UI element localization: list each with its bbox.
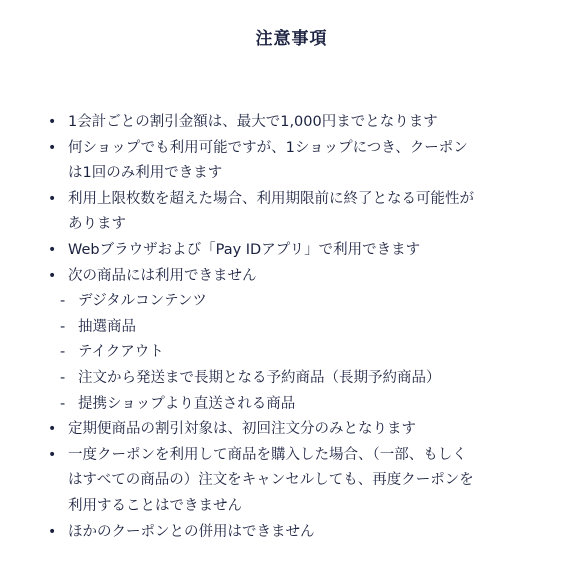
bullet-marker: • [48, 267, 57, 284]
bullet-marker: • [48, 190, 57, 207]
list-item-line: 利用することはできません [68, 497, 242, 514]
list-item-line: あります [68, 216, 126, 233]
list-item [48, 136, 548, 187]
sub-list-item [48, 315, 548, 341]
list-item-text [68, 238, 548, 264]
dash-marker: - [60, 395, 66, 412]
list-item-line: 1会計ごとの割引金額は、最大で1,000円までとなります [68, 114, 438, 130]
sub-list-item-text [78, 366, 548, 392]
list-item [48, 238, 548, 264]
list-item-line: テイクアウト [78, 344, 164, 361]
list-item-line: 次の商品には利用できません [68, 267, 257, 284]
dash-marker: - [60, 293, 66, 310]
list-item [48, 417, 548, 443]
list-item [48, 443, 548, 520]
list-item-line: Webブラウザおよび「Pay IDアプリ」で利用できます [68, 241, 421, 258]
page-title: 注意事項 [255, 29, 328, 49]
sub-list-item [48, 340, 548, 366]
list-item-text [68, 417, 548, 443]
sub-list-item [48, 392, 548, 418]
list-item [48, 110, 548, 136]
dash-marker: - [60, 369, 66, 386]
list-item-line: ほかのクーポンとの併用はできません [68, 523, 315, 540]
bullet-marker: • [48, 421, 57, 438]
dash-marker: - [60, 318, 66, 335]
list-item-text [68, 136, 548, 187]
sub-list-item [48, 366, 548, 392]
list-item-line: デジタルコンテンツ [78, 293, 207, 310]
list-item-text [68, 264, 548, 290]
bullet-marker: • [48, 523, 57, 540]
list-item-text [68, 443, 548, 520]
sub-list-item [48, 289, 548, 315]
sub-list-item-text [78, 340, 548, 366]
list-item-line: はすべての商品の）注文をキャンセルしても、再度クーポンを [68, 472, 474, 489]
list-item [48, 187, 548, 238]
sub-list-item-text [78, 315, 548, 341]
list-item-line: 定期便商品の割引対象は、初回注文分のみとなります [68, 421, 416, 438]
bullet-marker: • [48, 241, 57, 258]
bullet-marker: • [48, 139, 57, 156]
notes-list [48, 110, 548, 545]
sub-list-item-text [78, 392, 548, 418]
list-item-text [68, 520, 548, 546]
bullet-marker: • [48, 114, 57, 130]
dash-marker: - [60, 344, 66, 361]
list-item [48, 520, 548, 546]
list-item-line: 利用上限枚数を超えた場合、利用期限前に終了となる可能性が [68, 190, 474, 207]
list-item-line: 何ショップでも利用可能ですが、1ショップにつき、クーポン [68, 139, 468, 156]
list-item-line: は1回のみ利用できます [68, 165, 223, 182]
list-item-line: 一度クーポンを利用して商品を購入した場合、（一部、もしく [68, 446, 467, 463]
list-item-line: 注文から発送まで長期となる予約商品（長期予約商品） [78, 369, 441, 386]
list-item-text [68, 187, 548, 238]
list-item-line: 抽選商品 [78, 318, 136, 335]
list-item [48, 264, 548, 290]
list-item-text [68, 110, 548, 136]
list-item-line: 提携ショップより直送される商品 [78, 395, 296, 412]
bullet-marker: • [48, 446, 57, 463]
sub-list-item-text [78, 289, 548, 315]
